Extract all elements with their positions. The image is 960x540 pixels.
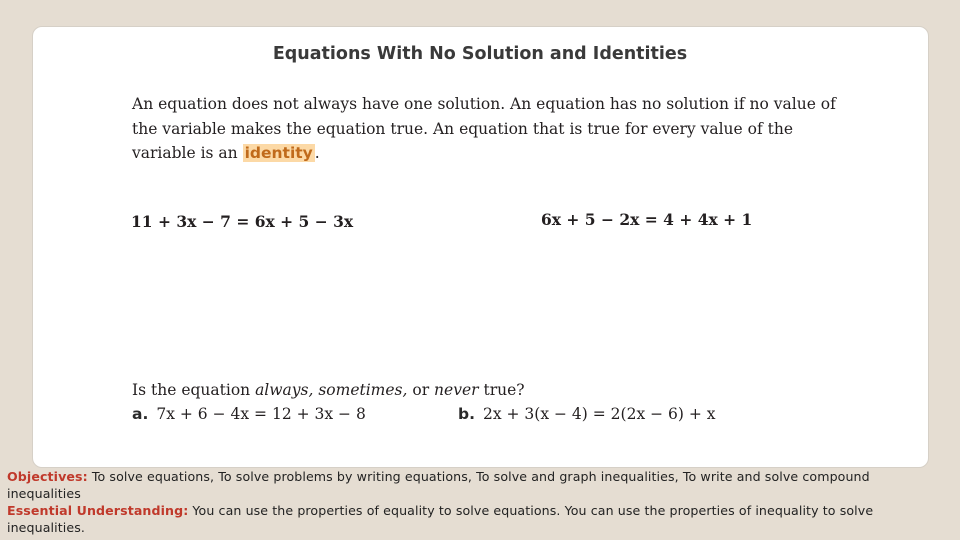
equation-1: 11 + 3x − 7 = 6x + 5 − 3x <box>131 212 354 231</box>
item-b-label: b. <box>458 405 475 423</box>
question-end: true? <box>478 381 525 399</box>
slide-title: Equations With No Solution and Identities <box>272 44 688 64</box>
question-pre: Is the equation <box>132 381 256 399</box>
footer-text <box>7 468 932 536</box>
equation-2: 6x + 5 − 2x = 4 + 4x + 1 <box>541 210 753 229</box>
item-a-equation: 7x + 6 − 4x = 12 + 3x − 8 <box>156 405 366 423</box>
identity-term: identity <box>244 144 313 162</box>
objectives-text: To solve equations, To solve problems by writing equations, To solve and graph inequalities, To write and solve compound inequalities <box>7 469 870 501</box>
objectives-label: Objectives: <box>7 469 88 484</box>
question-italic: always, sometimes, <box>255 381 408 399</box>
intro-text: An equation does not always have one solution. An equation has no solution if no value of the variable makes the equation true. An equation that is true for every value of the variable is an <box>132 95 836 162</box>
objectives <box>7 468 932 502</box>
intro-end: . <box>314 144 320 162</box>
essential-understanding <box>7 502 932 536</box>
intro-paragraph <box>132 92 852 166</box>
question-mid: or <box>407 381 435 399</box>
eu-text: You can use the properties of equality to solve equations. You can use the properties of inequality to solve inequalities. <box>7 503 874 535</box>
eu-label: Essential Understanding: <box>7 503 189 518</box>
item-a-label: a. <box>132 405 149 423</box>
question-never: never <box>434 381 479 399</box>
item-b <box>458 405 716 423</box>
question <box>132 381 525 399</box>
item-a <box>132 405 366 423</box>
item-b-equation: 2x + 3(x − 4) = 2(2x − 6) + x <box>482 405 716 423</box>
